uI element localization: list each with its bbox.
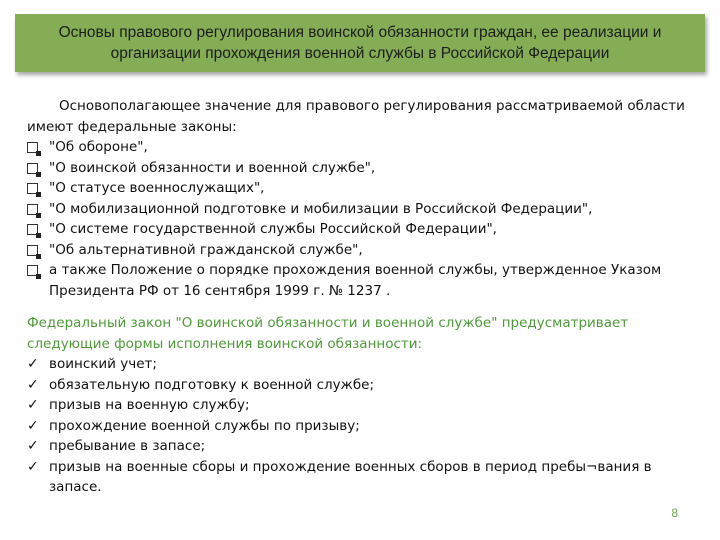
check-icon: ✓: [27, 417, 39, 434]
intro-text: Основополагающее значение для правового регулирования рассматриваемой области имеют федеральные законы:: [27, 98, 685, 135]
square-bullet-icon: [27, 183, 38, 194]
check-icon: ✓: [27, 356, 39, 372]
square-bullet-icon: [27, 204, 38, 215]
square-bullet-icon: [27, 265, 38, 276]
form-item: ✓ прохождение военной службы по призыву;: [27, 416, 707, 437]
law-item: "Об альтернативной гражданской службе",: [27, 240, 707, 261]
forms-list: [27, 354, 707, 498]
form-item: ✓ обязательную подготовку к военной службе;: [27, 375, 707, 396]
law-item: "О воинской обязанности и военной службе",: [27, 158, 707, 179]
law-item: "О системе государственной службы Российской Федерации",: [27, 219, 707, 240]
form-item: ✓ призыв на военную службу;: [27, 395, 707, 416]
slide-body: [27, 96, 707, 498]
form-item: ✓ призыв на военные сборы и прохождение военных сборов в период пребы¬вания в запасе.: [27, 458, 652, 495]
law-item: "О статусе военнослужащих",: [27, 178, 707, 199]
page-number: 8: [671, 506, 678, 520]
law-item: а также Положение о порядке прохождения военной службы, утвержденное Указом Президента РФ от 16 сентября 1999 г. № 1237 .: [27, 260, 707, 301]
square-bullet-icon: [27, 245, 38, 256]
check-icon: ✓: [27, 376, 39, 393]
laws-list: [27, 137, 707, 301]
law-item: "Об обороне",: [27, 137, 707, 158]
law-item: "О мобилизационной подготовке и мобилизации в Российской Федерации",: [27, 199, 707, 220]
square-bullet-icon: [27, 163, 38, 174]
square-bullet-icon: [27, 224, 38, 235]
check-icon: ✓: [27, 458, 39, 475]
form-item: ✓ пребывание в запасе;: [27, 436, 707, 457]
slide-title-line-1: Основы правового регулирования воинской обязанности граждан, ее реализации и: [58, 24, 662, 41]
forms-intro: Федеральный закон "О воинской обязанности и военной службе" предусматривает следующие формы исполнения воинской обязанности:: [27, 315, 629, 352]
square-bullet-icon: [27, 142, 38, 153]
intro-paragraph: [27, 96, 707, 137]
check-icon: ✓: [27, 438, 39, 454]
slide-title-bar: [15, 14, 705, 72]
form-item: ✓ воинский учет;: [27, 354, 707, 375]
check-icon: ✓: [27, 397, 39, 413]
slide-title-line-2: организации прохождения военной службы в Российской Федерации: [110, 45, 610, 62]
